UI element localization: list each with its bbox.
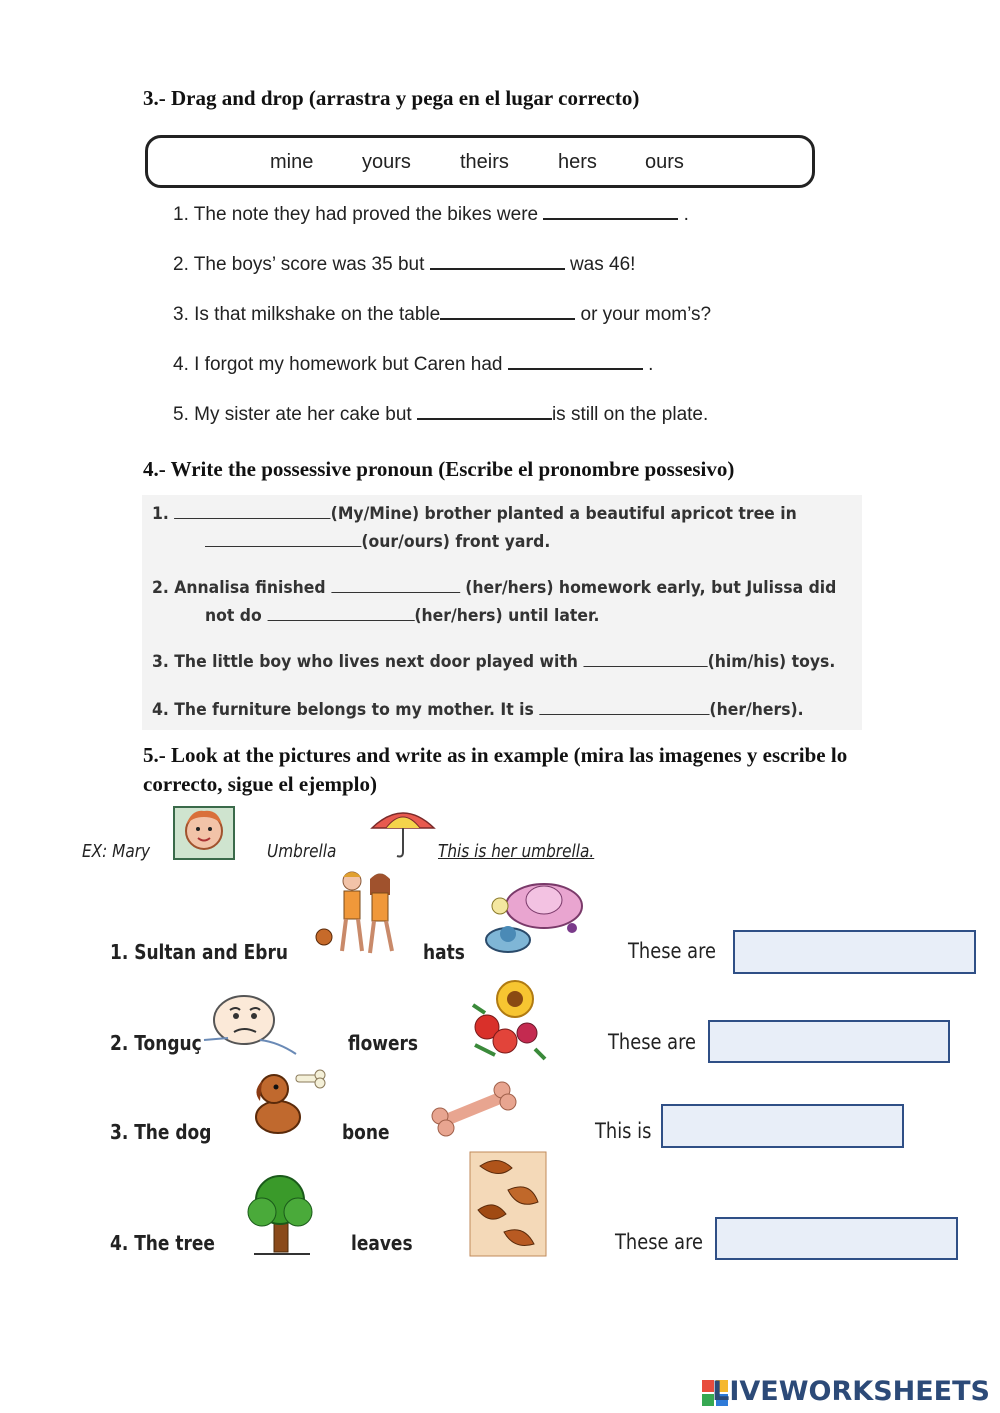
drop-target[interactable] [440, 300, 575, 320]
pronoun-question-3: 3. The little boy who lives next door played with (him/his) toys. [152, 652, 836, 672]
drag-question-3: 3. Is that milkshake on the table or your mom’s? [173, 300, 711, 326]
item-4-prompt: These are [615, 1230, 704, 1254]
tree-icon [240, 1170, 322, 1260]
drag-question-1: 1. The note they had proved the bikes were . [173, 200, 689, 226]
item-4-owner: 4. The tree [110, 1231, 215, 1255]
leaves-icon [468, 1150, 548, 1258]
word-bank-item[interactable]: theirs [460, 151, 509, 173]
answer-input-4[interactable] [715, 1217, 958, 1260]
item-1-object: hats [423, 940, 465, 964]
section5-heading: 5.- Look at the pictures and write as in example (mira las imagenes y escribe lo correcto, sigue el ejemplo) [143, 743, 848, 796]
pronoun-question-1-line2: (our/ours) front yard. [205, 532, 550, 552]
answer-line[interactable] [331, 578, 460, 593]
item-2-object: flowers [348, 1031, 419, 1055]
item-2-owner: 2. Tonguç [110, 1031, 202, 1055]
answer-line[interactable] [583, 652, 707, 667]
drop-target[interactable] [417, 400, 552, 420]
example-object: Umbrella [267, 841, 337, 862]
grumpy-face-icon [200, 988, 300, 1058]
answer-line[interactable] [174, 504, 330, 519]
word-bank-item[interactable]: ours [645, 151, 684, 173]
drop-target[interactable] [508, 350, 643, 370]
flowers-icon [465, 975, 550, 1065]
drop-target[interactable] [543, 200, 678, 220]
answer-line[interactable] [205, 532, 361, 547]
example-owner: EX: Mary [82, 841, 151, 862]
umbrella-icon [368, 802, 438, 860]
two-kids-icon [312, 865, 412, 965]
bone-icon [428, 1080, 520, 1140]
answer-input-1[interactable] [733, 930, 976, 974]
section4-heading: 4.- Write the possessive pronoun (Escribe el pronombre possesivo) [143, 457, 735, 481]
drag-question-5: 5. My sister ate her cake but is still on the plate. [173, 400, 708, 426]
answer-input-3[interactable] [661, 1104, 904, 1148]
pronoun-question-2: 2. Annalisa finished (her/hers) homework early, but Julissa did [152, 578, 837, 598]
item-1-prompt: These are [628, 939, 717, 963]
answer-line[interactable] [539, 700, 709, 715]
word-bank-item[interactable]: hers [558, 151, 597, 173]
example-answer: This is her umbrella. [438, 841, 595, 862]
girl-face-icon [172, 805, 236, 861]
answer-input-2[interactable] [708, 1020, 950, 1063]
drop-target[interactable] [430, 250, 565, 270]
item-3-owner: 3. The dog [110, 1120, 212, 1144]
pronoun-question-2-line2: not do (her/hers) until later. [205, 606, 600, 626]
drag-question-4: 4. I forgot my homework but Caren had . [173, 350, 653, 376]
item-3-object: bone [342, 1120, 390, 1144]
word-bank-item[interactable]: mine [270, 151, 314, 173]
dog-icon [244, 1065, 336, 1145]
footer-brand: LIVEWORKSHEETS [712, 1376, 990, 1407]
item-1-owner: 1. Sultan and Ebru [110, 940, 288, 964]
drag-question-2: 2. The boys’ score was 35 but was 46! [173, 250, 635, 276]
pronoun-question-4: 4. The furniture belongs to my mother. It is (her/hers). [152, 700, 804, 720]
word-bank [145, 135, 815, 188]
hats-icon [482, 866, 587, 961]
item-3-prompt: This is [595, 1119, 652, 1143]
pronoun-question-1: 1. (My/Mine) brother planted a beautiful apricot tree in [152, 504, 797, 524]
item-4-object: leaves [351, 1231, 413, 1255]
word-bank-item[interactable]: yours [362, 151, 411, 173]
answer-line[interactable] [267, 606, 414, 621]
item-2-prompt: These are [608, 1030, 697, 1054]
section3-heading: 3.- Drag and drop (arrastra y pega en el lugar correcto) [143, 86, 640, 110]
